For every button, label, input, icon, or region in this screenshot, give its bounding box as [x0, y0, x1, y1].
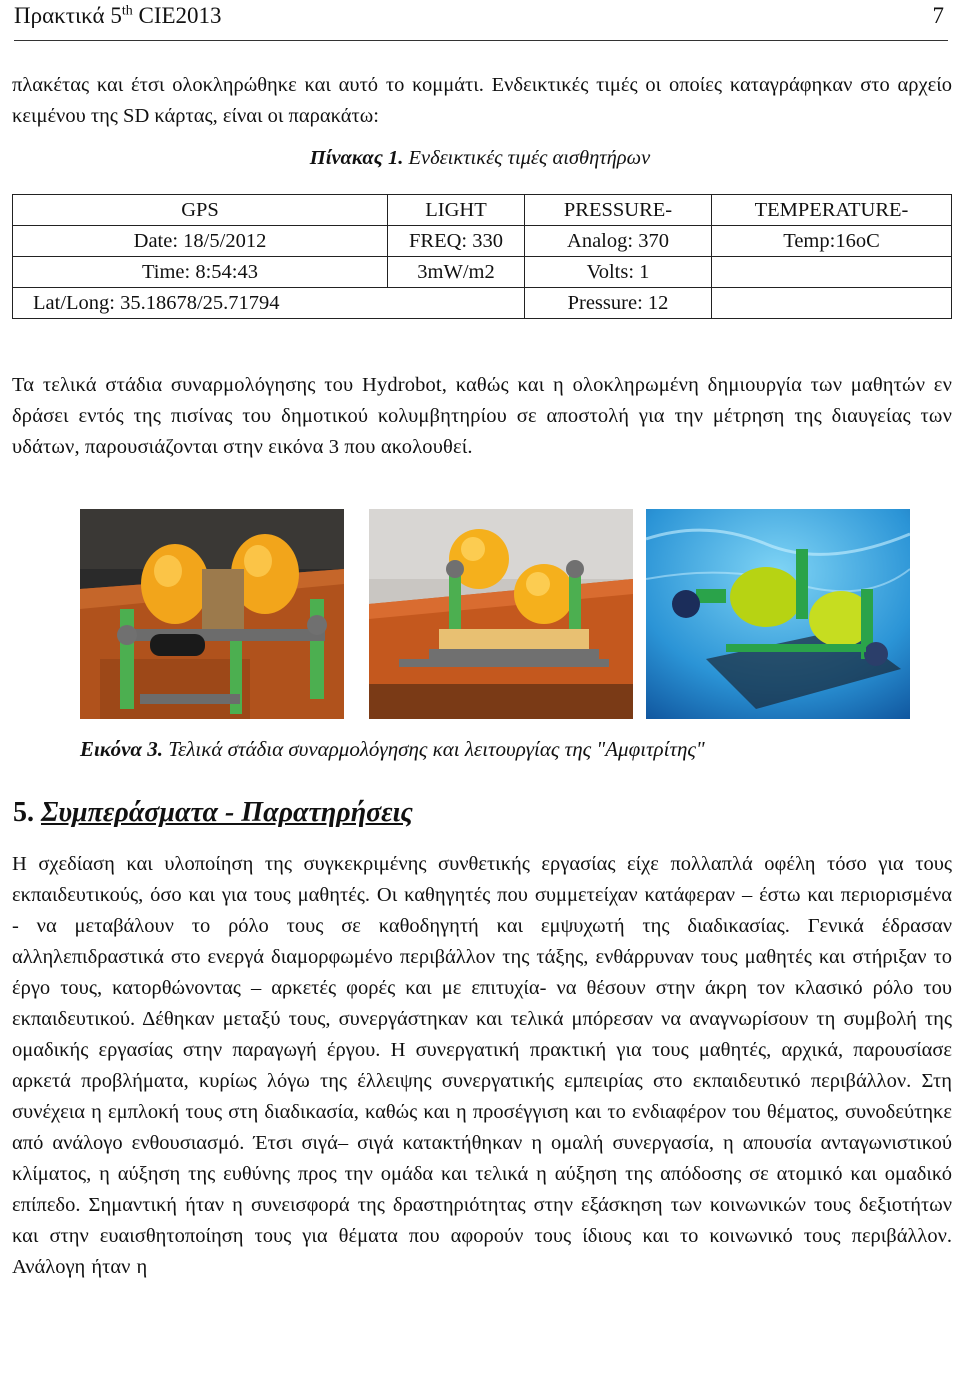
robot-underwater-photo — [646, 509, 910, 719]
table-row — [13, 288, 952, 319]
running-title — [14, 3, 222, 29]
table-cell: FREQ: 330 — [388, 226, 525, 257]
figure-intro-paragraph: Τα τελικά στάδια συναρμολόγησης του Hydrobot, καθώς και η ολοκληρωμένη δημιουργία των μαθητών εν δράσει εντός της πισίνας του δημοτικού κολυμβητηρίου σε αποστολή για την μέτρηση της διαυγείας των υδάτων, παρουσιάζονται στην εικόνα 3 που ακολουθεί. — [12, 374, 952, 458]
section-title-text: Συμπεράσματα - Παρατηρήσεις — [41, 797, 413, 828]
table-row — [13, 257, 952, 288]
table-row — [13, 195, 952, 226]
table-cell: 3mW/m2 — [388, 257, 525, 288]
table-cell — [712, 257, 952, 288]
running-title-prefix: Πρακτικά 5 — [14, 3, 122, 28]
running-title-suffix: CIE2013 — [138, 3, 222, 28]
page-header — [14, 0, 948, 41]
table-cell: Volts: 1 — [525, 257, 712, 288]
table-cell: LIGHT — [388, 195, 525, 226]
figure-caption-text: Τελικά στάδια συναρμολόγησης και λειτουργίας της "Αμφιτρίτης" — [163, 737, 705, 761]
sensor-values-table — [12, 194, 952, 319]
table-cell: Lat/Long: 35.18678/25.71794 — [13, 288, 525, 319]
table-cell — [712, 288, 952, 319]
robot-assembly-photo-1 — [80, 509, 344, 719]
section-number: 5. — [13, 797, 41, 828]
running-title-sup: th — [121, 3, 133, 19]
conclusions-paragraph: Η σχεδίαση και υλοποίηση της συγκεκριμένης συνθετικής εργασίας είχε πολλαπλά οφέλη τόσο για τους εκπαιδευτικούς, όσο και για τους μαθητές. Οι καθηγητές που συμμετείχαν κατάφεραν – έστω και περιορισμένα - να μεταβάλουν το ρόλο τους σε καθοδηγητή και εμψυχωτή της διαδικασίας. Γενικά έδρασαν αλληλεπιδραστικά στο ενεργά διαμορφωμένο περιβάλλον της τάξης, ενθάρρυναν τους μαθητές και στήριξαν το έργο τους, κατορθώνοντας – αρκετές φορές και με επιτυχία- να θέσουν στην άκρη τον κλασικό ρόλο του εκπαιδευτικού. Δέθηκαν μεταξύ τους, συνεργάστηκαν και τελικά μπόρεσαν να αναγνωρίσουν τη συμβολή της ομαδικής εργασίας στην παραγωγή έργου. Η συνεργατική πρακτική για τους μαθητές, αρχικά, παρουσίασε αρκετά προβλήματα, κυρίως λόγω της έλλειψης συνεργατικής εμπειρίας στο εκπαιδευτικό περιβάλλον. Στη συνέχεια η εμπλοκή τους στη διαδικασία, καθώς και η προσέγγιση και το ενδιαφέρον του θέματος, συνοδεύτηκε από ανάλογο ενθουσιασμό. Έτσι σιγά– σιγά κατακτήθηκαν η ομαλή συνεργασία, η απουσία ανταγωνιστικού κλίματος, η αύξηση της ευθύνης προς την ομάδα και τελικά η αύξηση της απόδοσης σε ατομικό και ομαδικό επίπεδο. Σημαντική ήταν η συνεισφορά της δραστηριότητας στην εξάσκηση των κοινωνικών τους δεξιοτήτων και στην ευαισθητοποίηση τους για θέματα που αφορούν τους ίδιους και το κοινωνικό τους περιβάλλον. Ανάλογη ήταν η — [12, 853, 952, 1278]
section-heading — [13, 797, 413, 829]
figure-caption-label: Εικόνα 3. — [80, 737, 164, 761]
table-cell: GPS — [13, 195, 388, 226]
table-caption-label: Πίνακας 1. — [309, 147, 404, 169]
table-cell: Date: 18/5/2012 — [13, 226, 388, 257]
table-cell: Temp:16oC — [712, 226, 952, 257]
table-row — [13, 226, 952, 257]
table-cell: TEMPERATURE- — [712, 195, 952, 226]
table-cell: PRESSURE- — [525, 195, 712, 226]
table-cell: Pressure: 12 — [525, 288, 712, 319]
intro-paragraph: πλακέτας και έτσι ολοκληρώθηκε και αυτό το κομμάτι. Ενδεικτικές τιμές οι οποίες καταγράφηκαν στο αρχείο κειμένου της SD κάρτας, είναι οι παρακάτω: — [12, 74, 952, 127]
page-number: 7 — [932, 3, 944, 28]
table-cell: Analog: 370 — [525, 226, 712, 257]
table-cell: Time: 8:54:43 — [13, 257, 388, 288]
figure-caption — [80, 737, 705, 762]
robot-assembly-photo-2 — [369, 509, 633, 719]
table-caption-text: Ενδεικτικές τιμές αισθητήρων — [403, 147, 651, 169]
table-caption — [0, 147, 960, 170]
